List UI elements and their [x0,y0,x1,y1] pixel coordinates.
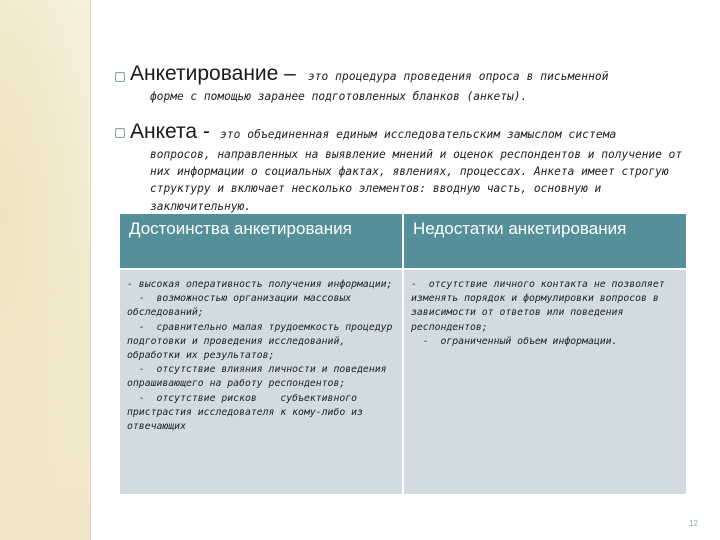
cell-advantages [120,269,403,494]
definition-questionnaire [130,120,700,215]
definition-questionnaire-start: это объединенная единым исследовательским замыслом система [219,128,617,141]
table-header-row [120,214,686,269]
table-row [120,269,686,494]
definition-survey-rest: форме с помощью заранее подготовленных бланков (анкеты). [150,90,528,103]
term-survey: Анкетирование – [130,62,296,85]
definition-questionnaire-rest: вопросов, направленных на выявление мнений и оценок респондентов и получение от них информации о социальных фактах, явлениях, процессах. Анкета имеет строгую структуру и включает несколько элементов: вводную часть, основную и заключительную. [150,148,683,213]
bullet-square-icon [115,72,125,82]
bullet-square-icon [115,128,125,138]
definition-survey-start: это процедура проведения опроса в письменной [307,70,609,83]
decorative-side-panel [0,0,92,540]
header-disadvantages: Недостатки анкетирования [403,214,686,269]
disadvantages-text: - отсутствие личного контакта не позволяет изменять порядок и формулировки вопросов в зависимости от ответов или поведения респондентов; - ограниченный объем информации. [411,279,665,347]
definition-survey [130,62,690,105]
comparison-table [120,214,686,494]
term-questionnaire: Анкета - [130,120,210,143]
header-advantages: Достоинства анкетирования [120,214,403,269]
page-number: 12 [689,519,698,528]
cell-disadvantages [403,269,686,494]
advantages-text: - высокая оперативность получения информации; - возможностью организации массовых обследований; - сравнительно малая трудоемкость процедур подготовки и проведения исследований, обработки их результатов; - отсутствие влияния личности и поведения опрашивающего на работу респондентов; - отсутствие рисков субъективного пристрастия исследователя к кому-либо из отвечающих [127,279,393,433]
